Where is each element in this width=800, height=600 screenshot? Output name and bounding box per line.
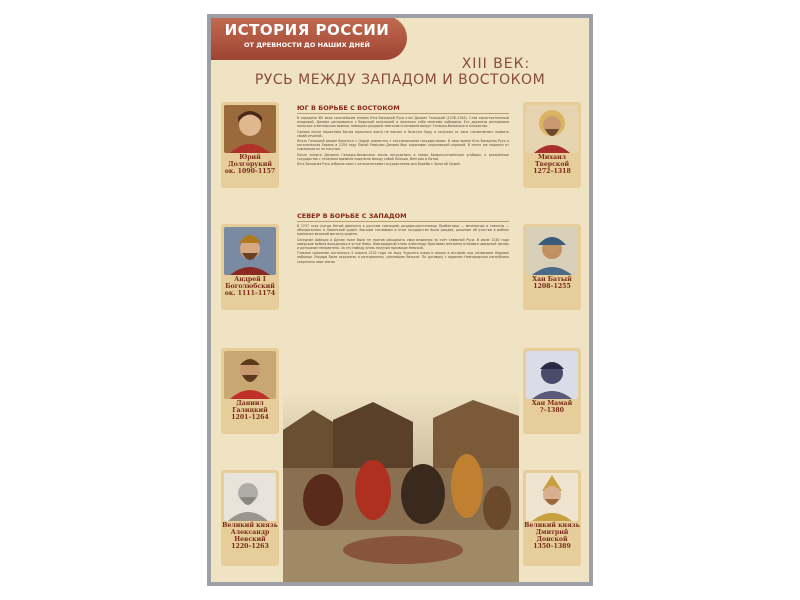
portrait-mikhail-icon [526, 105, 578, 153]
section-north [297, 212, 509, 265]
portrait-years: 1208–1255 [533, 283, 571, 290]
page-title: РУСЬ МЕЖДУ ЗАПАДОМ И ВОСТОКОМ [254, 72, 546, 88]
portrait-card-dmitry [523, 470, 581, 566]
century-heading: XIII ВЕК: [461, 56, 531, 72]
portrait-years: 1272–1318 [533, 168, 571, 175]
section-heading: ЮГ В БОРЬБЕ С ВОСТОКОМ [297, 104, 509, 114]
section-south [297, 104, 509, 167]
portrait-card-batu [523, 224, 581, 310]
section-heading: СЕВЕР В БОРЬБЕ С ЗАПАДОМ [297, 212, 509, 222]
portrait-years: ок. 1090–1157 [224, 168, 276, 175]
portrait-yuri-icon [224, 105, 276, 153]
paragraph: Главное сражение состоялось 5 апреля 1242 года на льду Чудского озера и вошло в историю под названием Ледовое побоище. Рыцари были окружены и разгромлены, уцелевшие бежали. По договору с орденом Новгородская республика сохранила свои земли. [297, 251, 509, 264]
paragraph: После смерти Даниила Галицко-Волынская земля погрузилась в новые боярско-княжеские усобицы, а разорённые государства с течением времени поделили между собой Польша, Венгрия и Литва. [297, 152, 509, 161]
portrait-years: ?–1380 [540, 407, 564, 414]
portrait-card-andrey [221, 224, 279, 310]
portrait-mamai-icon [526, 351, 578, 399]
paragraph: Однако после нашествия Батыя пришлось ехать на поклон в Золотую Орду и получить от хана «позволение» править своей отчиной. [297, 129, 509, 138]
paragraph: Юго-Западная Русь избрала союз с католическими государствами для борьбы с Золотой Ордой. [297, 162, 461, 167]
paragraph: В середине XIII века сильнейшим князем Юго-Западной Руси стал Даниил Галицкий (1238–1264). Став самостоятельным владыкой, Даниил расправился с боярской вольницей и пресекал себя многими победами. Его дружины разгромили польских и венгерских воинов, немецких рыцарей-тевтонов и основали вокруг Галицко-Волынского княжества. [297, 116, 509, 129]
portrait-years: 1220–1263 [231, 543, 269, 550]
portrait-name: Великий князь [222, 522, 278, 529]
portrait-name: Даниил [236, 400, 264, 407]
portrait-name: Галицкий [232, 407, 268, 414]
portrait-name: Юрий [239, 154, 261, 161]
series-subtitle: ОТ ДРЕВНОСТИ ДО НАШИХ ДНЕЙ [244, 41, 370, 49]
portrait-card-mamai [523, 348, 581, 434]
portrait-card-daniil [221, 348, 279, 434]
series-banner [207, 16, 407, 60]
portrait-name: Донской [536, 536, 568, 543]
portrait-batu-icon [526, 227, 578, 275]
portrait-name: Михаил [537, 154, 567, 161]
poster [207, 14, 593, 586]
portrait-card-mikhail [523, 102, 581, 188]
portrait-name: Великий князь [524, 522, 580, 529]
portrait-dmitry-icon [526, 473, 578, 521]
portrait-years: ок. 1111–1174 [224, 290, 276, 297]
portrait-name: Дмитрий [535, 529, 569, 536]
portrait-card-yuri [221, 102, 279, 188]
portrait-name: Александр [230, 529, 270, 536]
portrait-years: 1201–1264 [231, 414, 269, 421]
portrait-daniil-icon [224, 351, 276, 399]
portrait-name: Хан Батый [532, 276, 572, 283]
historical-painting [283, 390, 519, 582]
paragraph: Князь Галицкий решил бороться с Ордой совместно с католическими государствами. В свое время Юго-Западная Русь и католическая Европа в 1254 году Папой Римским Даниил был коронован королевской короной. В итоге же подмоги от союзников он не получил. [297, 139, 509, 152]
portrait-years: 1350–1389 [533, 543, 571, 550]
portrait-name: Долгорукий [228, 161, 272, 168]
portrait-andrey-icon [224, 227, 276, 275]
portrait-name: Невский [234, 536, 266, 543]
portrait-name: Хан Мамай [531, 400, 573, 407]
paragraph: Соседние Швеция и Дания тоже было не против расширить свои владения за счёт северной Руси. В июле 1240 года шведские войска высадились в устье Невы. Новгородский князь Александр Ярославич внезапно атаковал шведский лагерь и разгромил неприятеля. За эту победу князь получил прозвище Невский. [297, 237, 509, 251]
portrait-name: Тверской [534, 161, 570, 168]
portrait-name: Боголюбский [225, 283, 275, 290]
paragraph: В 1237 году (когда Батый двинулся к русским границам) рыцари-крестоносцы Прибалтики — меченосцы и тевтоны — объединились в Ливонский орден. Высшим сословием в этом государстве были рыцари, решение об участии в войнах принимал великий магистр ордена. [297, 224, 509, 237]
portrait-name: Андрей I [234, 276, 266, 283]
portrait-card-alexander [221, 470, 279, 566]
portrait-alexander-icon [224, 473, 276, 521]
series-title: ИСТОРИЯ РОССИИ [224, 21, 390, 39]
